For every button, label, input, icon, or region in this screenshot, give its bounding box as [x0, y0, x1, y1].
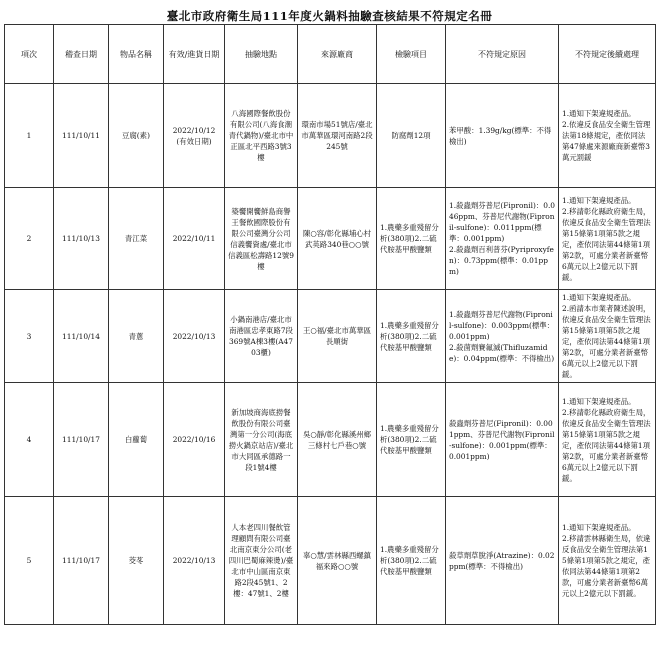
row-test: 1.農藥多重殘留分析(380項)2.二硫代胺基甲酸鹽類	[377, 290, 446, 383]
row-reason-line: 苯甲酸：1.39g/kg(標準：不得檢出)	[449, 125, 552, 146]
row-expiry-line: 2022/10/12	[172, 125, 216, 135]
row-action-line: 2.函請本市業者陳述說明，依違反食品安全衛生管理法第15條第1項第5款之規定，產依同法第44條第1項第2款，可處分業者新臺幣6萬元以上2億元以下罰鍰。	[562, 304, 651, 379]
row-location: 八海國際餐飲股份有限公司(八海食潮青代鍋物)/臺北市中正區北平西路3號3樓	[225, 84, 298, 188]
row-test: 防腐劑12項	[377, 84, 446, 188]
row-item: 白蘿蔔	[109, 383, 164, 497]
row-expiry-line: 2022/10/11	[172, 234, 216, 243]
row-source: 吳○靜/彰化縣溪州鄉三條村七戶巷○號	[298, 383, 377, 497]
table-row	[5, 497, 656, 625]
row-reason-line: 1.殺蟲劑芬普尼(Fipronil)：0.046ppm、芬普尼代謝物(Fipronil-sulfone)：0.011ppm(標準：0.001ppm)	[449, 201, 555, 243]
row-location: 築饗開饗鮮島商譽王餐飲國際股份有限公司臺灣分公司信義饗資處/臺北市信義區松壽路12號9樓	[225, 188, 298, 290]
row-item: 青蔥	[109, 290, 164, 383]
row-expiry	[164, 84, 225, 188]
header-test: 檢驗項目	[377, 25, 446, 84]
row-no: 4	[5, 383, 54, 497]
header-item: 物品名稱	[109, 25, 164, 84]
row-expiry	[164, 497, 225, 625]
row-expiry-line: 2022/10/13	[172, 331, 216, 341]
row-action	[559, 290, 656, 383]
row-location: 人本老四川餐飲管理顧問有限公司臺北南京東分公司(老四川巴蜀麻辣燙)/臺北市中山區南京東路2段45號1、2樓：47號1、2樓	[225, 497, 298, 625]
row-action-line: 2.依違反食品安全衛生管理法第18條規定，產依同法第47條處來源廠商新臺幣3萬元罰鍰	[562, 120, 651, 162]
row-item: 豆腐(素)	[109, 84, 164, 188]
row-reason	[446, 188, 559, 290]
row-action	[559, 497, 656, 625]
header-location: 抽驗地點	[225, 25, 298, 84]
row-reason-line: 2.殺菌劑賽氟滅(Thifluzamide)：0.04ppm(標準：不得檢出)	[449, 342, 555, 363]
row-reason-line: 殺草劑草脫淨(Atrazine)：0.02ppm(標準：不得檢出)	[449, 550, 555, 571]
row-action-line: 1.通知下架違規產品。	[562, 293, 636, 302]
row-test: 1.農藥多重殘留分析(380項)2.二硫代胺基甲酸鹽類	[377, 383, 446, 497]
row-date: 111/10/17	[54, 383, 109, 497]
row-source: 環南市場51號店/臺北市萬華區環河南路2段245號	[298, 84, 377, 188]
row-no: 2	[5, 188, 54, 290]
row-action-line: 1.通知下架違規產品。	[562, 109, 636, 118]
row-date: 111/10/11	[54, 84, 109, 188]
row-item: 茭苳	[109, 497, 164, 625]
row-item: 青江菜	[109, 188, 164, 290]
document-page	[4, 0, 655, 625]
row-no: 1	[5, 84, 54, 188]
table-row	[5, 84, 656, 188]
row-no: 5	[5, 497, 54, 625]
row-action	[559, 188, 656, 290]
row-action-line: 2.移請彰化縣政府衛生局，依違反食品安全衛生管理法第15條第1項第5款之規定，產依同法第44條第1項第2款，可處分業者新臺幣6萬元以上2億元以下罰鍰。	[562, 407, 651, 483]
row-test: 1.農藥多重殘留分析(380項)2.二硫代胺基甲酸鹽類	[377, 188, 446, 290]
row-expiry-line: 2022/10/16	[172, 435, 216, 444]
row-source: 陳○容/彰化縣埔心村武英路340巷○○號	[298, 188, 377, 290]
results-table	[4, 24, 656, 625]
row-action-line: 1.通知下架違規產品。	[562, 396, 636, 406]
row-location: 新加坡商海底撈餐飲股份有限公司臺灣第一分公司(海底撈火鍋京站店)/臺北市大同區承德路一段1號4樓	[225, 383, 298, 497]
table-row	[5, 188, 656, 290]
row-reason-line: 2.殺蟲劑百利普芬(Pyriproxyfen)：0.73ppm(標準：0.01ppm)	[449, 245, 554, 276]
header-no: 項次	[5, 25, 54, 84]
row-action	[559, 84, 656, 188]
row-source: 辜○慧/雲林縣西螺鎮福來路○○號	[298, 497, 377, 625]
header-source: 來源廠商	[298, 25, 377, 84]
row-reason	[446, 290, 559, 383]
row-reason	[446, 84, 559, 188]
row-action-line: 1.通知下架違規產品。	[562, 523, 636, 532]
header-reason: 不符規定原因	[446, 25, 559, 84]
row-action-line: 2.移請彰化縣政府衛生局，依違反食品安全衛生管理法第15條第1項第5款之規定，產依同法第44條第1項第2款，可處分業者新臺幣6萬元以上2億元以下罰鍰。	[562, 206, 651, 282]
header-row	[5, 25, 656, 84]
row-test: 1.農藥多重殘留分析(380項)2.二硫代胺基甲酸鹽類	[377, 497, 446, 625]
row-action	[559, 383, 656, 497]
table-row	[5, 383, 656, 497]
row-date: 111/10/17	[54, 497, 109, 625]
header-date: 稽查日期	[54, 25, 109, 84]
document-title: 臺北市政府衛生局111年度火鍋料抽驗查核結果不符規定名冊	[166, 9, 493, 23]
row-date: 111/10/14	[54, 290, 109, 383]
header-action: 不符規定後續處理	[559, 25, 656, 84]
row-expiry-line: (有效日期)	[176, 136, 212, 146]
row-source: 王○福/臺北市萬華區長順街	[298, 290, 377, 383]
row-expiry	[164, 188, 225, 290]
table-row	[5, 290, 656, 383]
row-date: 111/10/13	[54, 188, 109, 290]
row-expiry	[164, 383, 225, 497]
row-location: 小鍋南港店/臺北市南港區忠孝東路7段369號A棟3樓(A4703櫃)	[225, 290, 298, 383]
row-reason	[446, 497, 559, 625]
row-action-line: 1.通知下架違規產品。	[562, 195, 636, 205]
row-action-line: 2.移請雲林縣衛生局，依違反食品安全衛生管理法第15條第1項第5款之規定，產依同法第44條第1項第2款，可處分業者新臺幣6萬元以上2億元以下罰鍰。	[562, 534, 651, 598]
row-reason-line: 殺蟲劑芬普尼(Fipronil)：0.001ppm、芬普尼代謝物(Fipronil-sulfone)：0.001ppm(標準：0.001ppm)	[449, 418, 555, 461]
row-expiry-line: 2022/10/13	[172, 556, 216, 565]
row-no: 3	[5, 290, 54, 383]
header-expiry: 有效/進貨日期	[164, 25, 225, 84]
row-reason	[446, 383, 559, 497]
row-expiry	[164, 290, 225, 383]
row-reason-line: 1.殺蟲劑芬普尼代謝物(Fipronil-sulfone)：0.003ppm(標準：0.001ppm)	[449, 309, 555, 341]
